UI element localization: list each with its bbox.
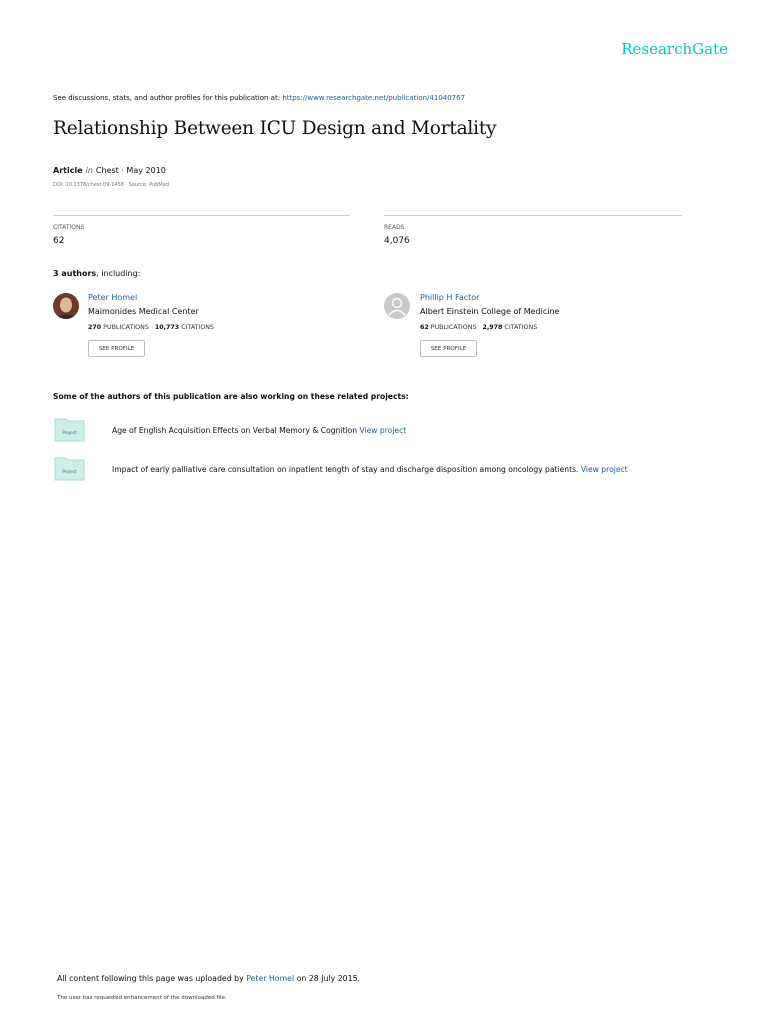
article-meta (53, 166, 166, 175)
authors-count: 3 authors (53, 269, 97, 278)
view-project-link[interactable]: View project (359, 426, 407, 435)
citations-label: CITATIONS (504, 324, 538, 331)
default-avatar-icon[interactable] (384, 293, 410, 319)
author-name-link[interactable]: Peter Homel (88, 293, 138, 302)
authors-heading (53, 269, 140, 278)
projects-heading: Some of the authors of this publication are also working on these related projects: (53, 392, 409, 401)
citations-count: 10,773 (154, 324, 180, 331)
citations-value: 62 (53, 236, 65, 246)
discussion-line (53, 94, 465, 102)
see-profile-button[interactable]: SEE PROFILE (420, 340, 477, 357)
project-title: Impact of early palliative care consultation on inpatient length of stay and discharge disposition among oncology patients. (112, 465, 579, 474)
in-label: in (85, 166, 93, 175)
view-project-link[interactable]: View project (580, 465, 628, 474)
enhancement-note: The user has requested enhancement of the downloaded file. (57, 995, 227, 1001)
folder-label: Project (62, 469, 77, 474)
authors-suffix: , including: (96, 269, 141, 278)
reads-value: 4,076 (384, 236, 410, 246)
project-title: Age of English Acquisition Effects on Verbal Memory & Cognition (112, 426, 358, 435)
researchgate-logo[interactable]: ResearchGate (621, 40, 728, 58)
author-affiliation: Albert Einstein College of Medicine (420, 307, 560, 316)
article-type: Article (53, 166, 83, 175)
publications-count: 62 (420, 324, 429, 331)
article-title: Relationship Between ICU Design and Mortality (53, 118, 497, 139)
project-item (112, 426, 406, 435)
publications-label: PUBLICATIONS (103, 324, 149, 331)
citations-label: CITATIONS (53, 224, 85, 231)
author-stats (420, 324, 537, 331)
doi-source: DOI: 10.1378/chest.09-1458 · Source: PubMed (53, 182, 169, 188)
journal-date: Chest · May 2010 (95, 166, 166, 175)
folder-label: Project (62, 430, 77, 435)
reads-label: READS (384, 224, 405, 231)
author-affiliation: Maimonides Medical Center (88, 307, 199, 316)
citations-count: 2,978 (482, 324, 503, 331)
author-stats (88, 324, 214, 331)
author-photo[interactable] (53, 293, 79, 319)
project-item (112, 465, 628, 474)
uploader-link[interactable]: Peter Homel (246, 974, 295, 983)
citations-label: CITATIONS (181, 324, 214, 331)
publications-count: 270 (88, 324, 102, 331)
reads-divider (384, 215, 682, 216)
discussion-text: See discussions, stats, and author profiles for this publication at: (53, 94, 281, 102)
publications-label: PUBLICATIONS (430, 324, 477, 331)
project-folder-icon[interactable] (54, 416, 85, 442)
upload-info (57, 974, 360, 983)
upload-suffix: on 28 July 2015. (296, 974, 361, 983)
citations-divider (53, 215, 350, 216)
project-folder-icon[interactable] (54, 455, 85, 481)
see-profile-button[interactable]: SEE PROFILE (88, 340, 145, 357)
author-name-link[interactable]: Phillip H Factor (420, 293, 480, 302)
publication-url-link[interactable]: https://www.researchgate.net/publication/41040767 (282, 94, 466, 102)
upload-prefix: All content following this page was uploaded by (57, 974, 244, 983)
